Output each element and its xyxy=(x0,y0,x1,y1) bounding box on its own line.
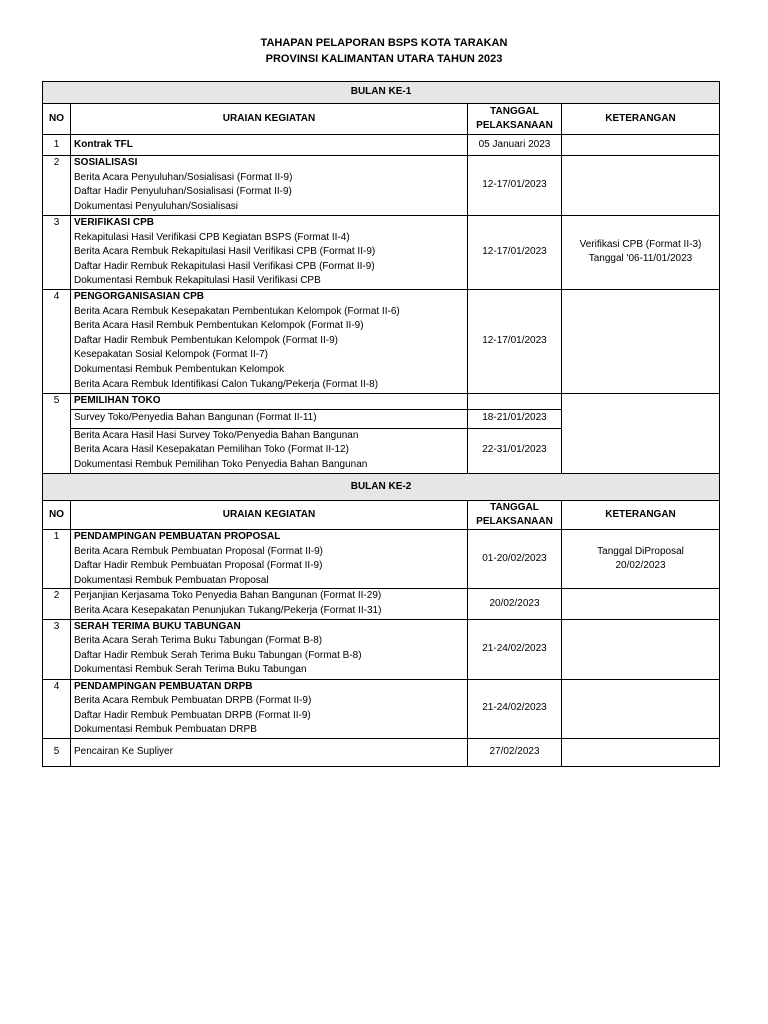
note-line: 20/02/2023 xyxy=(615,560,666,572)
activity-item: Berita Acara Rembuk Rekapitulasi Hasil Verifikasi CPB (Format II-9) xyxy=(74,246,376,258)
table-row xyxy=(43,289,720,393)
note-line: Verifikasi CPB (Format II-3) xyxy=(579,238,702,250)
activity-title: PENDAMPINGAN PEMBUATAN DRPB xyxy=(74,680,253,692)
activity-item: Dokumentasi Rembuk Rekapitulasi Hasil Verifikasi CPB xyxy=(74,275,321,287)
activity-note xyxy=(562,156,720,216)
column-header-no: NO xyxy=(43,501,71,530)
activity-item: Berita Acara Hasil Kesepakatan Pemilihan Toko (Format II-12) xyxy=(74,444,349,456)
activity-date: 21-24/02/2023 xyxy=(468,679,562,738)
activity-item: Berita Acara Kesepakatan Penunjukan Tukang/Pekerja (Format II-31) xyxy=(74,604,382,616)
activity-item: Dokumentasi Rembuk Pemilihan Toko Penyedia Bahan Bangunan xyxy=(74,458,368,470)
activity-description xyxy=(71,216,468,290)
column-header-keterangan: KETERANGAN xyxy=(562,501,720,530)
activity-note xyxy=(562,135,720,156)
row-number: 1 xyxy=(43,530,71,589)
activity-date: 12-17/01/2023 xyxy=(468,216,562,290)
row-number: 3 xyxy=(43,619,71,679)
activity-date: 20/02/2023 xyxy=(468,589,562,619)
activity-description xyxy=(71,530,468,589)
table-row xyxy=(43,135,720,156)
header-tanggal-line1: TANGGAL xyxy=(490,502,539,513)
activity-description xyxy=(71,619,468,679)
schedule-table-month-1 xyxy=(42,81,720,474)
column-header-no: NO xyxy=(43,104,71,135)
row-number: 1 xyxy=(43,135,71,156)
table-row xyxy=(43,216,720,290)
month-header: BULAN KE-2 xyxy=(43,474,720,501)
header-tanggal-line2: PELAKSANAAN xyxy=(476,120,553,131)
activity-description xyxy=(71,289,468,393)
note-line: Tanggal DiProposal xyxy=(597,545,684,557)
activity-title: Pencairan Ke Supliyer xyxy=(71,738,468,766)
row-number: 3 xyxy=(43,216,71,290)
activity-date: 22-31/01/2023 xyxy=(468,428,562,473)
activity-note xyxy=(562,619,720,679)
activity-note xyxy=(562,393,720,409)
table-row xyxy=(43,619,720,679)
row-number: 2 xyxy=(43,589,71,619)
activity-item: Daftar Hadir Rembuk Pembentukan Kelompok (Format II-9) xyxy=(74,334,338,346)
header-tanggal-line2: PELAKSANAAN xyxy=(476,516,553,527)
activity-item: Rekapitulasi Hasil Verifikasi CPB Kegiatan BSPS (Format II-4) xyxy=(74,231,350,243)
activity-description xyxy=(71,428,468,473)
activity-item: Dokumentasi Rembuk Serah Terima Buku Tabungan xyxy=(74,664,307,676)
row-number: 2 xyxy=(43,156,71,216)
activity-note xyxy=(562,589,720,619)
activity-note xyxy=(562,530,720,589)
activity-item: Dokumentasi Rembuk Pembuatan Proposal xyxy=(74,574,269,586)
activity-item: Dokumentasi Penyuluhan/Sosialisasi xyxy=(74,200,238,212)
table-row xyxy=(43,393,720,409)
title-line-2: PROVINSI KALIMANTAN UTARA TAHUN 2023 xyxy=(265,53,503,65)
table-row xyxy=(43,679,720,738)
schedule-table-month-2 xyxy=(42,473,720,767)
column-header-keterangan: KETERANGAN xyxy=(562,104,720,135)
activity-date: 12-17/01/2023 xyxy=(468,156,562,216)
table-row xyxy=(43,738,720,766)
activity-note xyxy=(562,738,720,766)
activity-item: Berita Acara Hasil Hasi Survey Toko/Penyedia Bahan Bangunan xyxy=(74,429,359,441)
activity-title: SERAH TERIMA BUKU TABUNGAN xyxy=(74,620,241,632)
activity-note xyxy=(562,409,720,428)
activity-date: 01-20/02/2023 xyxy=(468,530,562,589)
activity-item: Survey Toko/Penyedia Bahan Bangunan (Format II-11) xyxy=(71,409,468,428)
activity-item: Daftar Hadir Rembuk Pembuatan Proposal (Format II-9) xyxy=(74,560,323,572)
table-row-sub xyxy=(43,409,720,428)
activity-item: Kesepakatan Sosial Kelompok (Format II-7) xyxy=(74,349,268,361)
activity-title: PEMILIHAN TOKO xyxy=(71,393,468,409)
table-row-sub xyxy=(43,428,720,473)
activity-description xyxy=(71,679,468,738)
column-header-uraian: URAIAN KEGIATAN xyxy=(71,501,468,530)
row-number: 5 xyxy=(43,738,71,766)
activity-item: Perjanjian Kerjasama Toko Penyedia Bahan Bangunan (Format II-29) xyxy=(74,590,382,602)
activity-title: VERIFIKASI CPB xyxy=(74,217,155,228)
activity-item: Berita Acara Hasil Rembuk Pembentukan Kelompok (Format II-9) xyxy=(74,320,364,332)
activity-title: SOSIALISASI xyxy=(74,157,138,168)
activity-item: Berita Acara Serah Terima Buku Tabungan (Format B-8) xyxy=(74,635,323,647)
document-title xyxy=(0,35,768,67)
activity-item: Daftar Hadir Rembuk Serah Terima Buku Tabungan (Format B-8) xyxy=(74,649,362,661)
activity-item: Dokumentasi Rembuk Pembentukan Kelompok xyxy=(74,363,285,375)
activity-date: 12-17/01/2023 xyxy=(468,289,562,393)
activity-description xyxy=(71,156,468,216)
table-row xyxy=(43,530,720,589)
header-tanggal-line1: TANGGAL xyxy=(490,106,539,117)
activity-note xyxy=(562,428,720,473)
activity-item: Daftar Hadir Rembuk Pembuatan DRPB (Format II-9) xyxy=(74,709,311,721)
activity-description xyxy=(71,589,468,619)
activity-note xyxy=(562,679,720,738)
activity-item: Berita Acara Penyuluhan/Sosialisasi (Format II-9) xyxy=(74,171,293,183)
column-header-tanggal xyxy=(468,501,562,530)
month-header: BULAN KE-1 xyxy=(43,82,720,104)
activity-note xyxy=(562,216,720,290)
activity-item: Daftar Hadir Penyuluhan/Sosialisasi (Format II-9) xyxy=(74,186,292,198)
table-row xyxy=(43,156,720,216)
table-row xyxy=(43,589,720,619)
activity-item: Berita Acara Rembuk Pembuatan DRPB (Format II-9) xyxy=(74,695,312,707)
activity-item: Daftar Hadir Rembuk Rekapitulasi Hasil Verifikasi CPB (Format II-9) xyxy=(74,260,375,272)
activity-note xyxy=(562,289,720,393)
activity-item: Berita Acara Rembuk Kesepakatan Pembentukan Kelompok (Format II-6) xyxy=(74,305,400,317)
activity-date: 21-24/02/2023 xyxy=(468,619,562,679)
activity-date: 05 Januari 2023 xyxy=(468,135,562,156)
activity-date: 27/02/2023 xyxy=(468,738,562,766)
title-line-1: TAHAPAN PELAPORAN BSPS KOTA TARAKAN xyxy=(260,37,508,49)
column-header-tanggal xyxy=(468,104,562,135)
row-number: 4 xyxy=(43,289,71,393)
activity-title: PENDAMPINGAN PEMBUATAN PROPOSAL xyxy=(74,531,281,542)
note-line: Tanggal '06-11/01/2023 xyxy=(588,253,693,265)
activity-title: Kontrak TFL xyxy=(71,135,468,156)
row-number: 5 xyxy=(43,393,71,473)
activity-item: Berita Acara Rembuk Pembuatan Proposal (Format II-9) xyxy=(74,545,323,557)
column-header-uraian: URAIAN KEGIATAN xyxy=(71,104,468,135)
row-number: 4 xyxy=(43,679,71,738)
activity-date: 18-21/01/2023 xyxy=(468,409,562,428)
activity-item: Berita Acara Rembuk Identifikasi Calon Tukang/Pekerja (Format II-8) xyxy=(74,378,379,390)
activity-title: PENGORGANISASIAN CPB xyxy=(74,290,205,302)
activity-item: Dokumentasi Rembuk Pembuatan DRPB xyxy=(74,724,257,736)
activity-date xyxy=(468,393,562,409)
